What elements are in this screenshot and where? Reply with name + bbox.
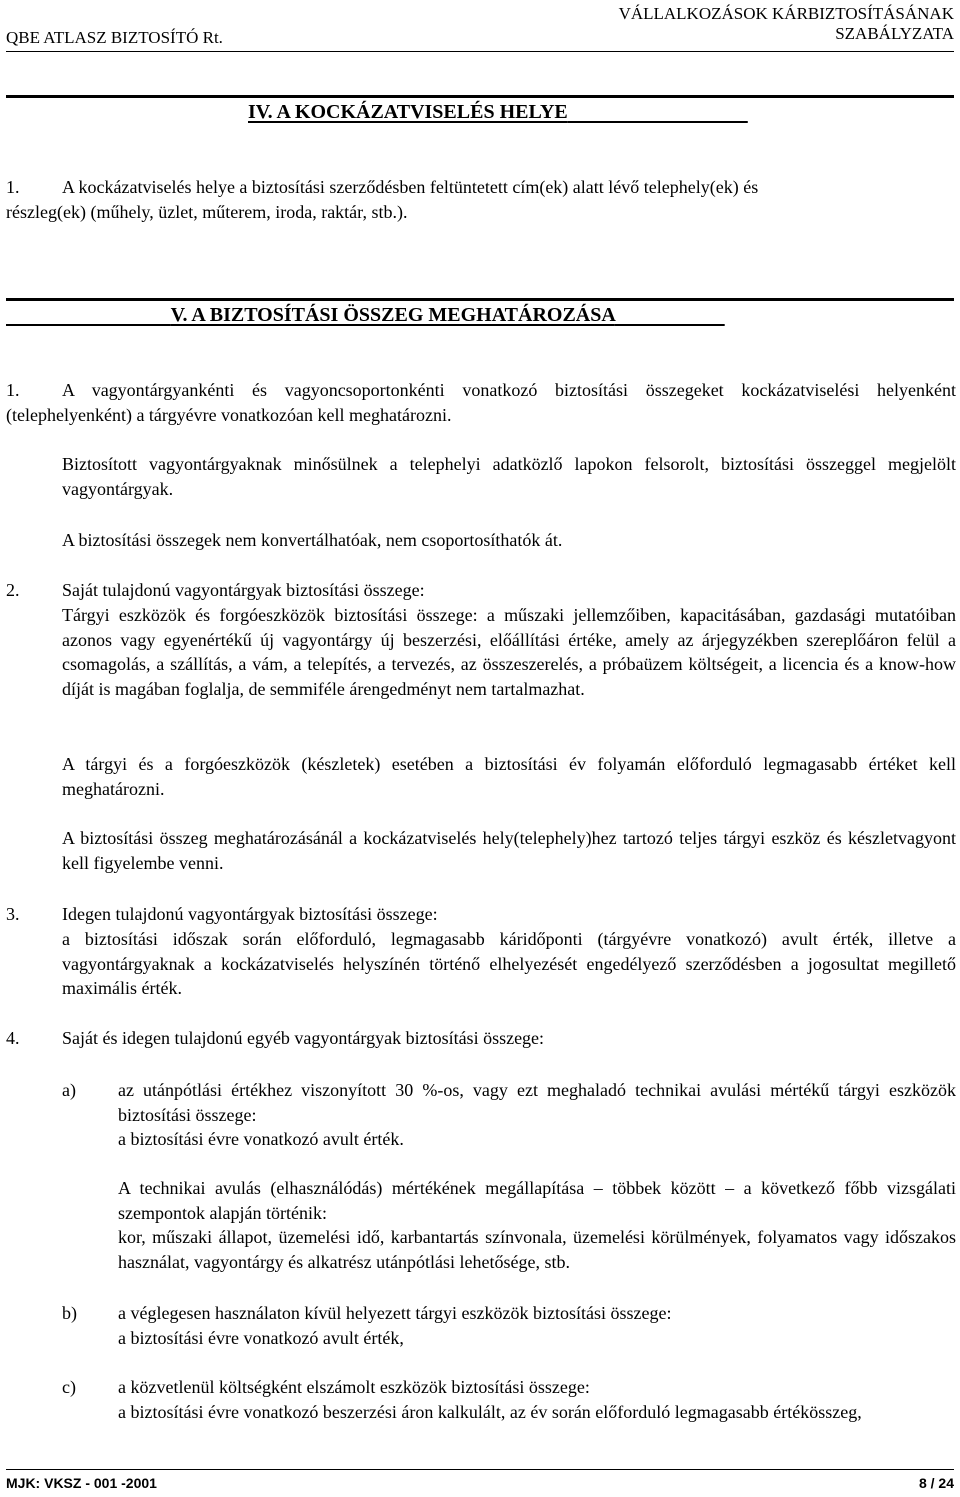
- section-v-item3-paragraph: a biztosítási időszak során előforduló, legmagasabb káridőponti (tárgyévre vonatkozó) avult érték, illetve a vagyontárgyaknak a kockázatviselés helyszínén történő elhelyezését engedélyező szerződésben a jogosultat megillető maximális érték.: [62, 929, 956, 998]
- section-v-item2-heading: Saját tulajdonú vagyontárgyak biztosítási összege:: [62, 580, 425, 600]
- section-v-item2-paragraph3: A biztosítási összeg meghatározásánál a kockázatviselés hely(telephely)hez tartozó teljes tárgyi eszköz és készletvagyont kell figyelembe venni.: [62, 828, 956, 873]
- sub-item-a-paragraph3: kor, műszaki állapot, üzemelési idő, karbantartás színvonala, üzemelési körülmények, folyamatos vagy időszakos használat, vagyontárgy és alkatrész utánpótlási lehetősége, stb.: [118, 1227, 956, 1272]
- header-doc-title-line2: SZABÁLYZATA: [835, 24, 954, 43]
- header-doc-title-line1: VÁLLALKOZÁSOK KÁRBIZTOSÍTÁSÁNAK: [618, 4, 954, 23]
- section-v-item3-heading: Idegen tulajdonú vagyontárgyak biztosítási összege:: [62, 904, 438, 924]
- section-iv-item1-line1: A kockázatviselés helye a biztosítási szerződésben feltüntetett cím(ek) alatt lévő telephely(ek) és: [62, 177, 759, 197]
- sub-item-b-line2: a biztosítási évre vonatkozó avult érték,: [118, 1328, 404, 1348]
- section-v-item1-number: 1.: [6, 380, 20, 400]
- section-iv-rule: [6, 95, 954, 98]
- sub-item-a-paragraph2: A technikai avulás (elhasználódás) mértékének megállapítása – többek között – a következő főbb vizsgálati szempontok alapján történik:: [118, 1178, 956, 1223]
- section-v-item2-paragraph1: Tárgyi eszközök és forgóeszközök biztosítási összege: a műszaki jellemzőiben, kapacitásában, gazdasági mutatóiban azonos vagy egyenértékű új vagyontárgy új beszerzési, előállítási értéke, amely az árjegyzékben szereplőáron felül a csomagolás, a szállítás, a vám, a telepítés, a tervezés, az összeszerelés, a próbaüzem költségeit, a licencia és a know-how díját is magában foglalja, de semmiféle árengedményt nem tartalmazhat.: [62, 605, 956, 699]
- section-v-rule: [6, 298, 954, 301]
- sub-item-c-line1: a közvetlenül költségként elszámolt eszközök biztosítási összege:: [118, 1377, 590, 1397]
- section-iv-title: IV. A KOCKÁZATVISELÉS HELYE: [248, 101, 568, 123]
- section-v-item2-number: 2.: [6, 580, 20, 600]
- header-company: QBE ATLASZ BIZTOSÍTÓ Rt.: [6, 28, 223, 47]
- footer-page-number: 8 / 24: [918, 1475, 954, 1491]
- section-iv-item1-number: 1.: [6, 177, 20, 197]
- sub-item-c-paragraph2: a biztosítási évre vonatkozó beszerzési áron kalkulált, az év során előforduló legmagasabb értékösszeg,: [118, 1402, 862, 1422]
- section-v-item2-paragraph2: A tárgyi és a forgóeszközök (készletek) esetében a biztosítási év folyamán előforduló legmagasabb értéket kell meghatározni.: [62, 754, 956, 799]
- footer-document-code: MJK: VKSZ - 001 -2001: [6, 1475, 157, 1491]
- section-v-title: V. A BIZTOSÍTÁSI ÖSSZEG MEGHATÁROZÁSA: [170, 304, 615, 326]
- sub-item-a-paragraph1b: a biztosítási évre vonatkozó avult érték.: [118, 1129, 404, 1149]
- section-v-item1-paragraph2: Biztosított vagyontárgyaknak minősülnek a telephelyi adatközlő lapokon felsorolt, biztosítási összeggel megjelölt vagyontárgyak.: [62, 454, 956, 499]
- sub-item-b-label: b): [62, 1303, 77, 1323]
- footer-rule: [6, 1469, 954, 1470]
- header-rule: [6, 51, 954, 52]
- section-v-item4-heading: Saját és idegen tulajdonú egyéb vagyontárgyak biztosítási összege:: [62, 1028, 545, 1048]
- sub-item-a-paragraph1: az utánpótlási értékhez viszonyított 30 %-os, vagy ezt meghaladó technikai avulási mértékű tárgyi eszközök biztosítási összege:: [118, 1080, 956, 1125]
- header-doc-title: [619, 4, 954, 44]
- section-v-item1-paragraph1: A vagyontárgyankénti és vagyoncsoportonkénti vonatkozó biztosítási összegeket kockázatviselési helyenként (telephelyenként) a tárgyévre vonatkozóan kell meghatározni.: [6, 380, 956, 425]
- section-v-item4-number: 4.: [6, 1028, 20, 1048]
- sub-item-c-label: c): [62, 1377, 76, 1397]
- section-v-item3-number: 3.: [6, 904, 20, 924]
- sub-item-a-label: a): [62, 1080, 76, 1100]
- section-iv-item1-line2: részleg(ek) (műhely, üzlet, műterem, iroda, raktár, stb.).: [6, 202, 408, 222]
- sub-item-b-line1: a véglegesen használaton kívül helyezett tárgyi eszközök biztosítási összege:: [118, 1303, 672, 1323]
- section-v-item1-paragraph3: A biztosítási összegek nem konvertálhatóak, nem csoportosíthatók át.: [62, 530, 563, 550]
